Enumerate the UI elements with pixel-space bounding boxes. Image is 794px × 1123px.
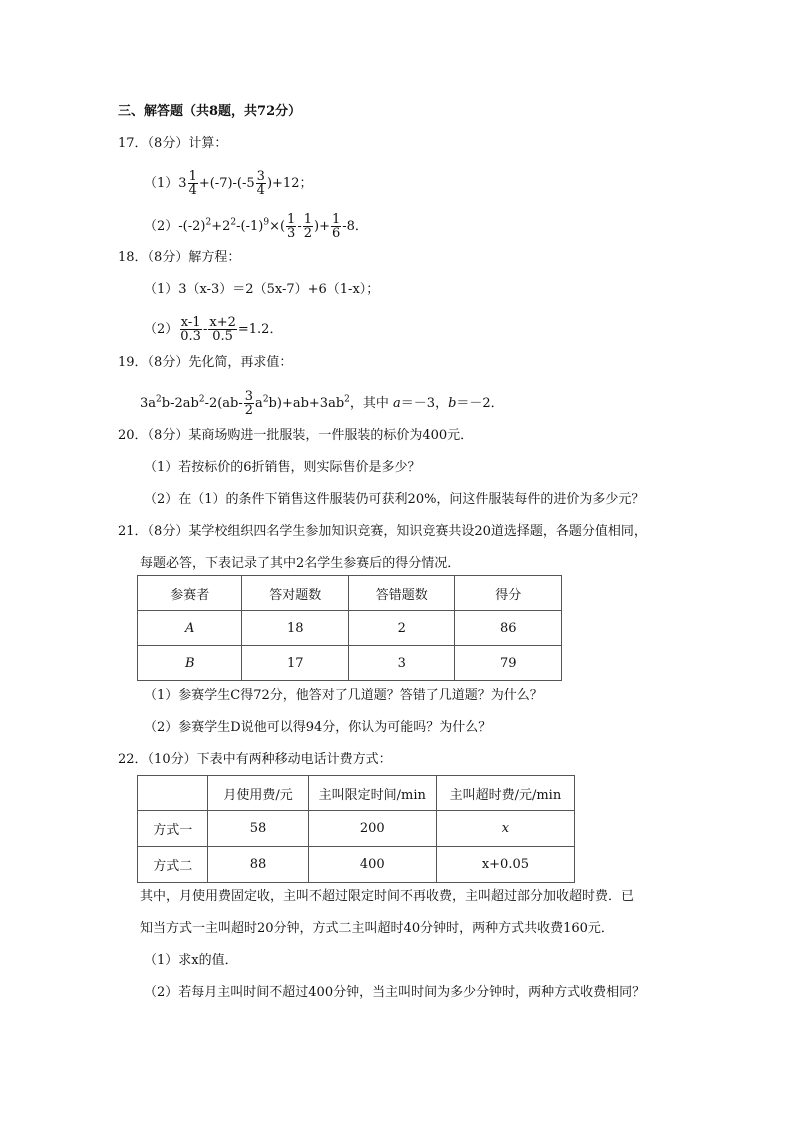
q21-score-table [137,575,562,681]
q21-line2: 每题必答，下表记录了其中2名学生参赛后的得分情况． [140,556,461,571]
fraction: $\frac{x+2}{0.5}$ [209,315,236,344]
table-cell: 方式一 [138,811,208,847]
table-cell: B [138,646,242,681]
table-cell: 79 [455,646,562,681]
fraction: $\frac{1}{4}$ [188,169,197,198]
q17-part1: （1）3 $\frac{1}{4}$ +(-7)-(-5 $\frac{3}{4}$ )+12； [144,169,313,198]
q21-part1: （1）参赛学生C得72分，他答对了几道题？答错了几道题？为什么？ [144,688,543,703]
q22-fee-table [137,775,575,883]
q20-head: 20．（8分）某商场购进一批服装，一件服装的标价为400元． [118,428,474,443]
table-cell: x+0.05 [436,847,574,883]
fraction: $\frac{x-1}{0.3}$ [180,315,201,344]
q19-head: 19．（8分）先化简，再求值： [118,355,293,370]
q18-part1: （1）3（x-3）＝2（5x-7）+6（1-x）； [144,282,380,297]
table-header: 月使用费/元 [208,776,308,811]
table-cell: 18 [242,611,349,646]
table-row [138,811,575,847]
q17-head: 17．（8分）计算： [118,136,228,151]
table-row [138,646,562,681]
table-header: 答错题数 [348,576,454,611]
table-header: 主叫超时费/元/min [436,776,574,811]
table-cell: 400 [308,847,436,883]
q21-head: 21．（8分）某学校组织四名学生参加知识竞赛，知识竞赛共设20道选择题，各题分值相同， [118,524,647,539]
table-header [138,776,208,811]
fraction: $\frac{3}{2}$ [244,389,254,418]
fraction: $\frac{1}{6}$ [331,212,341,241]
table-cell: 3 [348,646,454,681]
q18-head: 18．（8分）解方程： [118,250,241,265]
q19-expression: $3a^2b-2ab^2-2(ab-$ $\frac{3}{2}$ $a^2b)+ab+3ab^2$，其中 a＝－3，b＝－2． [140,389,504,418]
q22-part1: （1）求x的值． [144,953,238,968]
table-header: 答对题数 [242,576,349,611]
table-cell: 58 [208,811,308,847]
table-cell: A [138,611,242,646]
fraction: $\frac{3}{4}$ [256,169,265,198]
table-cell: 86 [455,611,562,646]
table-row [138,611,562,646]
fraction: $\frac{1}{2}$ [303,212,312,241]
table-cell: 200 [308,811,436,847]
q21-part2: （2）参赛学生D说他可以得94分，你认为可能吗？为什么？ [144,720,492,735]
table-cell: 2 [348,611,454,646]
table-cell: 方式二 [138,847,208,883]
table-header: 参赛者 [138,576,242,611]
q20-part2: （2）在（1）的条件下销售这件服装仍可获利20%，问这件服装每件的进价为多少元？ [144,492,645,507]
table-cell: 17 [242,646,349,681]
table-header: 得分 [455,576,562,611]
q22-para-line1: 其中，月使用费固定收，主叫不超过限定时间不再收费，主叫超过部分加收超时费．已 [140,889,635,904]
q22-para-line2: 知当方式一主叫超时20分钟，方式二主叫超时40分钟时，两种方式共收费160元． [140,921,614,936]
q20-part1: （1）若按标价的6折销售，则实际售价是多少？ [144,460,421,475]
fraction: $\frac{1}{3}$ [287,212,296,241]
q18-part2: （2） $\frac{x-1}{0.3}$ - $\frac{x+2}{0.5}$ =1.2． [144,315,283,344]
section-title: 三、解答题（共8题，共72分） [118,104,302,119]
table-cell: 88 [208,847,308,883]
table-row [138,847,575,883]
q17-part2: $(2)-(-2)^2+2^2-(-1)^9\times$( $\frac{1}{3}$ - $\frac{1}{2}$ )+ $\frac{1}{6}$ -8． [144,212,368,241]
table-cell: x [436,811,574,847]
table-header: 主叫限定时间/min [308,776,436,811]
q22-part2: （2）若每月主叫时间不超过400分钟，当主叫时间为多少分钟时，两种方式收费相同？ [144,985,646,1000]
q22-head: 22．（10分）下表中有两种移动电话计费方式： [118,752,392,767]
